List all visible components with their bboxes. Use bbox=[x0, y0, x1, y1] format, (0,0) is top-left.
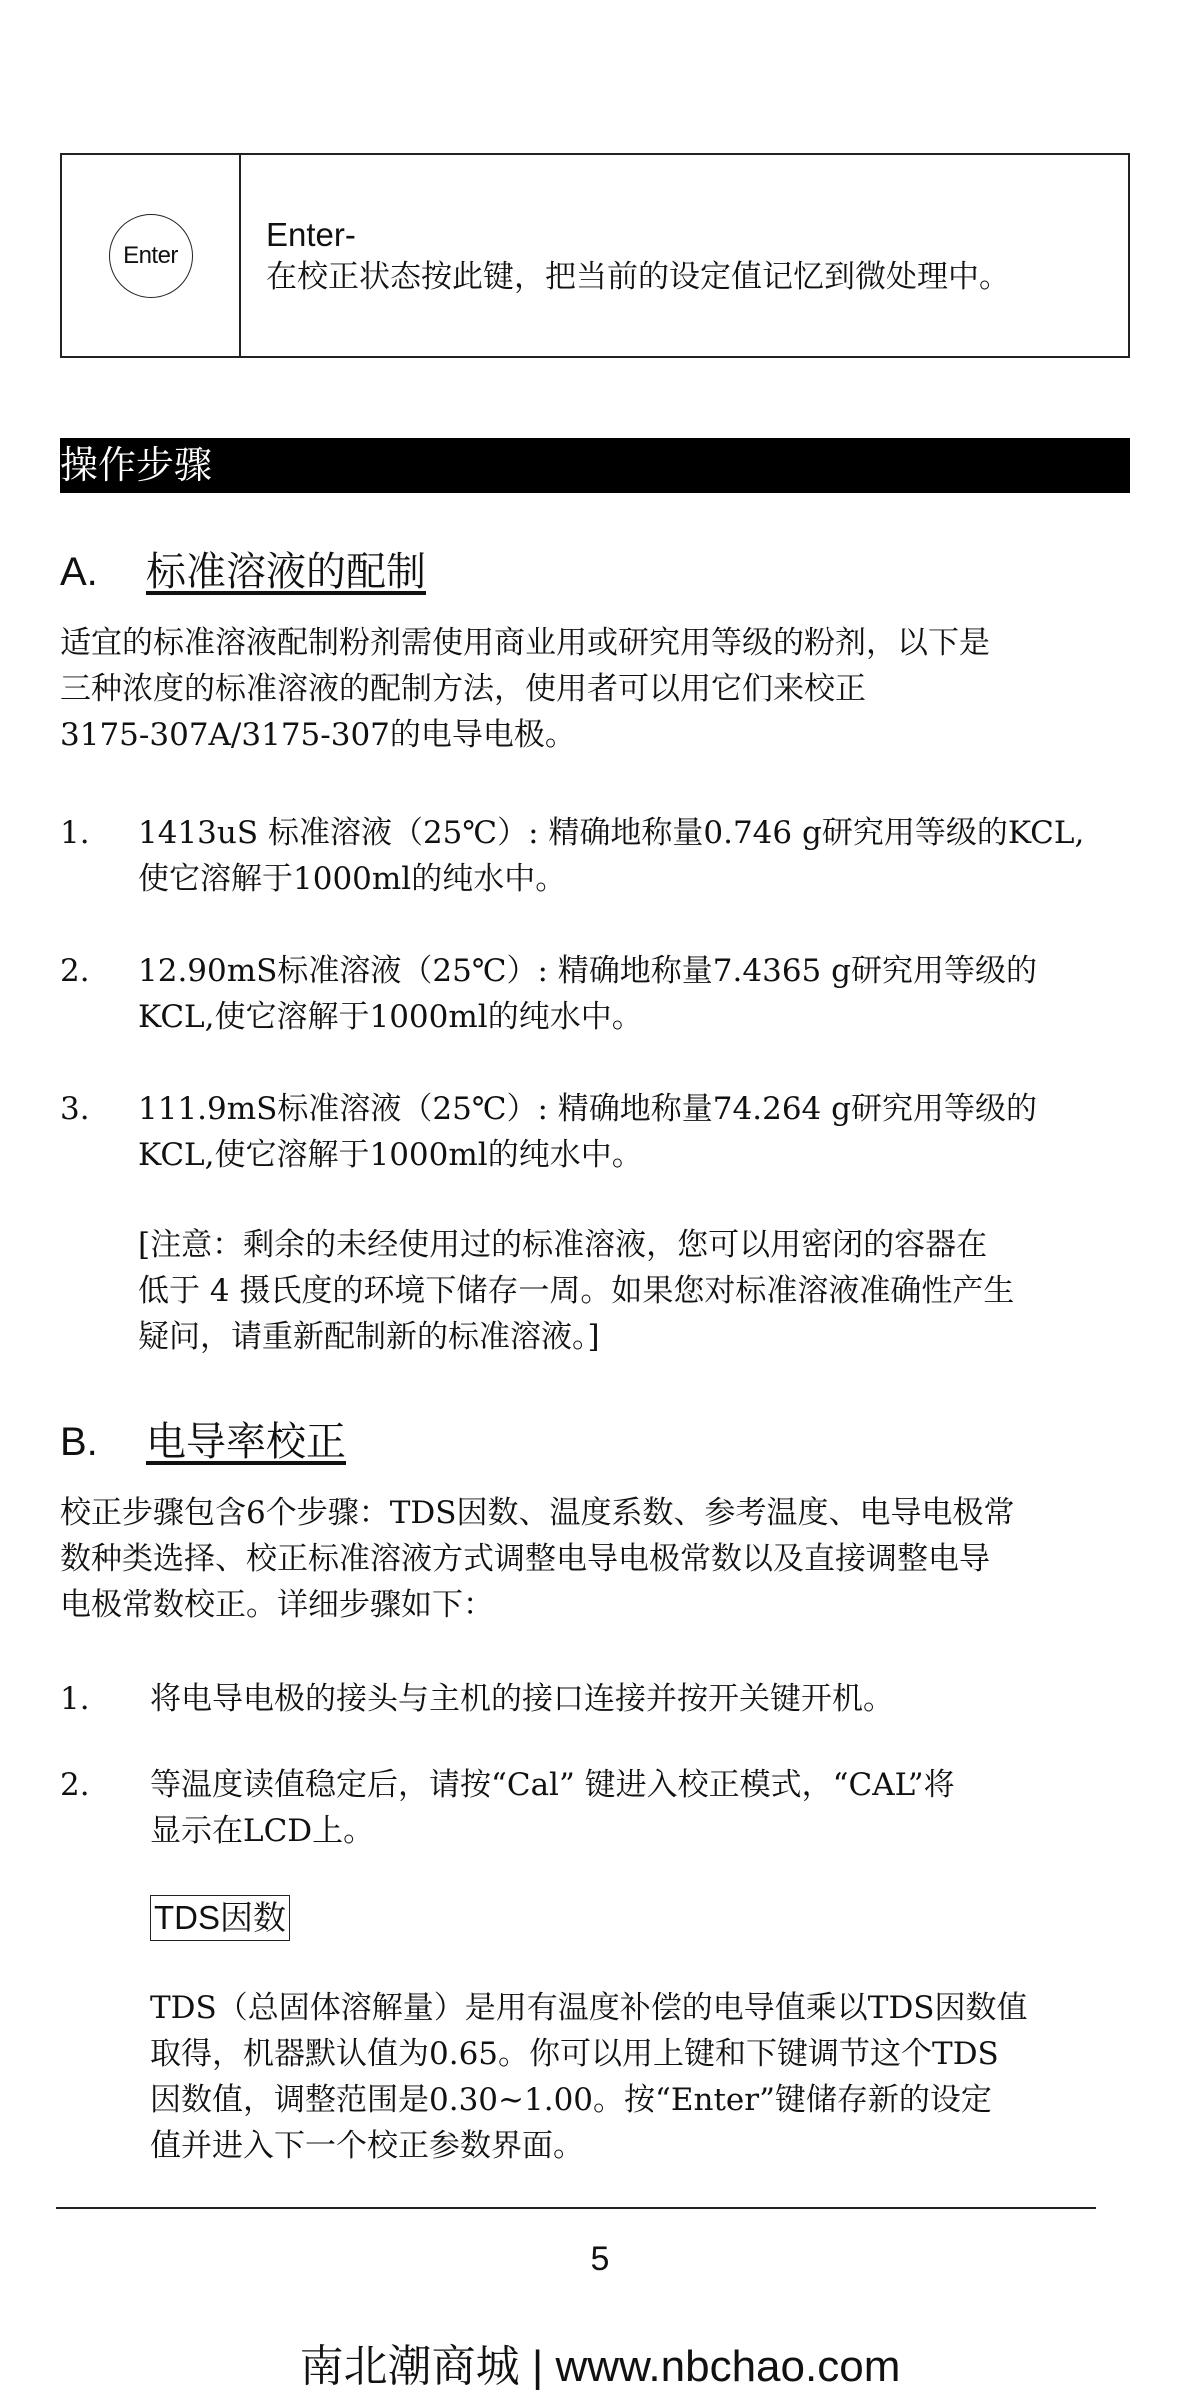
note-line: [注意：剩余的未经使用过的标准溶液，您可以用密闭的容器在 bbox=[138, 1227, 988, 1263]
intro-line: 数种类选择、校正标准溶液方式调整电导电极常数以及直接调整电导 bbox=[60, 1541, 990, 1577]
intro-line: 三种浓度的标准溶液的配制方法，使用者可以用它们来校正 bbox=[60, 671, 866, 707]
list-item-line: 将电导电极的接头与主机的接口连接并按开关键开机。 bbox=[150, 1681, 894, 1717]
list-item-number: 1. bbox=[60, 1681, 90, 1717]
list-item-number: 2. bbox=[60, 953, 90, 989]
intro-line: 电极常数校正。详细步骤如下： bbox=[60, 1587, 494, 1623]
section-a-heading bbox=[60, 540, 426, 597]
section-a-letter: A. bbox=[60, 550, 98, 594]
list-item-number: 1. bbox=[60, 815, 90, 851]
tds-line: 值并进入下一个校正参数界面。 bbox=[150, 2128, 584, 2164]
list-item-text bbox=[138, 1086, 1037, 1178]
list-item-line: KCL,使它溶解于1000ml的纯水中。 bbox=[138, 1137, 643, 1173]
section-b-title: 电导率校正 bbox=[146, 1419, 346, 1465]
section-b-letter: B. bbox=[60, 1420, 98, 1464]
section-b-intro bbox=[60, 1490, 1015, 1628]
key-description-text: 在校正状态按此键，把当前的设定值记忆到微处理中。 bbox=[266, 259, 1010, 295]
site-footer: 南北潮商城 | www.nbchao.com bbox=[299, 2342, 901, 2391]
intro-line: 3175-307A/3175-307的电导电极。 bbox=[60, 717, 576, 753]
list-item-line: 等温度读值稳定后，请按“Cal” 键进入校正模式，“CAL”将 bbox=[150, 1767, 955, 1803]
list-item-text bbox=[138, 810, 1084, 902]
list-item-line: 111.9mS标准溶液（25℃）: 精确地称量74.264 g研究用等级的 bbox=[138, 1091, 1037, 1127]
enter-key-icon: Enter bbox=[109, 214, 193, 298]
section-a-title: 标准溶液的配制 bbox=[146, 549, 426, 595]
note-line: 低于 4 摄氏度的环境下储存一周。如果您对标准溶液准确性产生 bbox=[138, 1273, 1015, 1309]
tds-line: 因数值，调整范围是0.30~1.00。按“Enter”键储存新的设定 bbox=[150, 2082, 992, 2118]
list-item-number: 2. bbox=[60, 1767, 90, 1803]
tds-description bbox=[150, 1985, 1028, 2169]
tds-line: TDS（总固体溶解量）是用有温度补偿的电导值乘以TDS因数值 bbox=[150, 1990, 1028, 2026]
storage-note bbox=[138, 1222, 1014, 1360]
page-number: 5 bbox=[590, 2240, 610, 2278]
key-title: Enter- bbox=[266, 216, 356, 253]
list-item-line: KCL,使它溶解于1000ml的纯水中。 bbox=[138, 999, 643, 1035]
list-item-line: 12.90mS标准溶液（25℃）: 精确地称量7.4365 g研究用等级的 bbox=[138, 953, 1037, 989]
tds-factor-label: TDS因数 bbox=[150, 1895, 290, 1941]
intro-line: 适宜的标准溶液配制粉剂需使用商业用或研究用等级的粉剂，以下是 bbox=[60, 625, 990, 661]
list-item-text bbox=[150, 1676, 894, 1722]
key-icon-cell bbox=[62, 155, 241, 356]
section-a-intro bbox=[60, 620, 990, 758]
list-item-number: 3. bbox=[60, 1091, 90, 1127]
page-divider bbox=[56, 2207, 1096, 2209]
section-header-bar: 操作步骤 bbox=[60, 438, 1130, 493]
list-item-text bbox=[150, 1762, 955, 1854]
list-item-line: 使它溶解于1000ml的纯水中。 bbox=[138, 861, 567, 897]
list-item-line: 1413uS 标准溶液（25℃）: 精确地称量0.746 g研究用等级的KCL, bbox=[138, 815, 1085, 851]
intro-line: 校正步骤包含6个步骤：TDS因数、温度系数、参考温度、电导电极常 bbox=[60, 1495, 1015, 1531]
list-item-line: 显示在LCD上。 bbox=[150, 1813, 375, 1849]
note-line: 疑问，请重新配制新的标准溶液。] bbox=[138, 1319, 600, 1355]
key-description-table bbox=[60, 153, 1130, 358]
section-b-heading bbox=[60, 1410, 346, 1467]
key-description bbox=[241, 155, 1010, 356]
list-item-text bbox=[138, 948, 1037, 1040]
tds-line: 取得，机器默认值为0.65。你可以用上键和下键调节这个TDS bbox=[150, 2036, 999, 2072]
